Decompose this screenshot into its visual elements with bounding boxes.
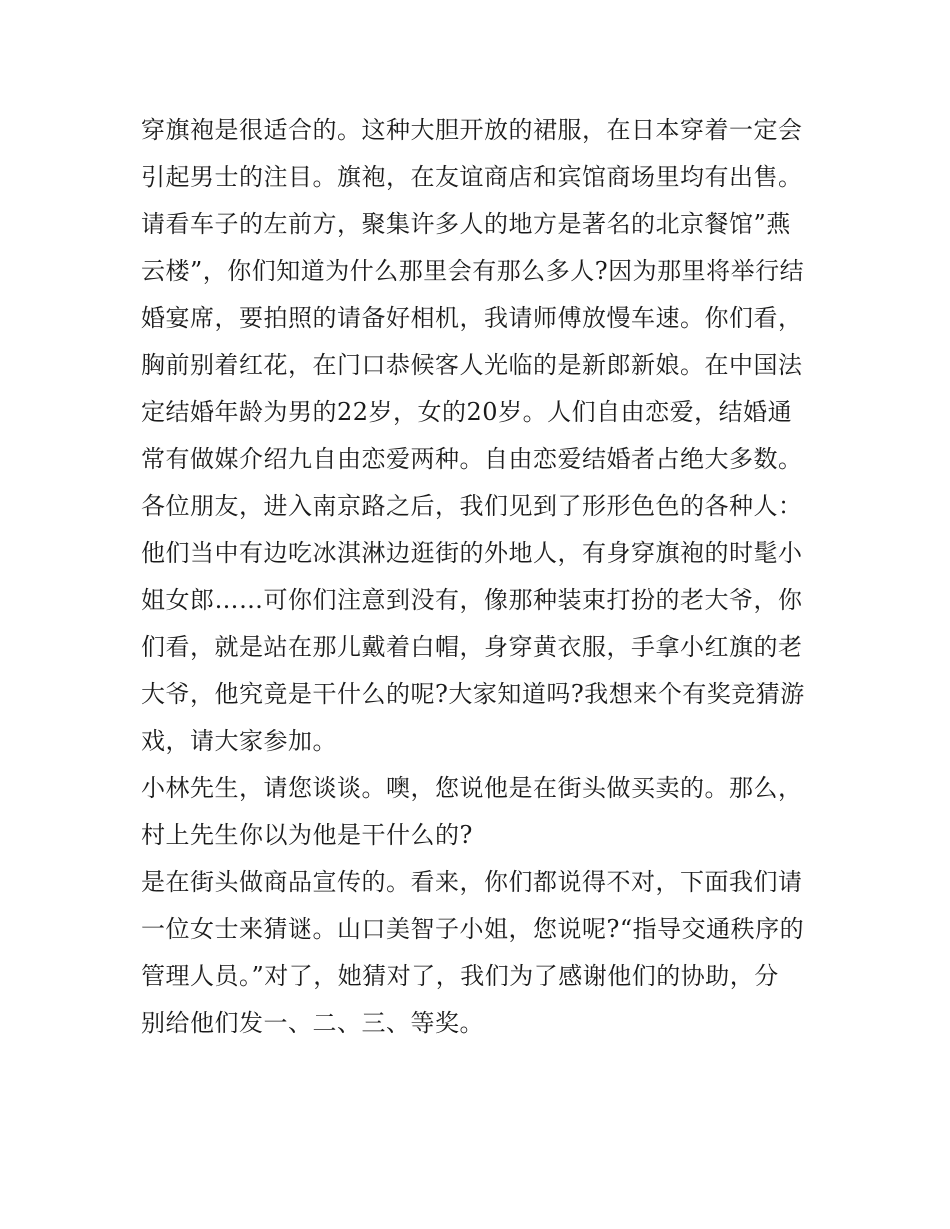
text-line: 常有做媒介绍九自由恋爱两种。自由恋爱结婚者占绝大多数。 bbox=[141, 445, 803, 473]
text-line: 引起男士的注目。旗袍，在友谊商店和宾馆商场里均有出售。 bbox=[141, 163, 803, 191]
text-line: 姐女郎……可你们注意到没有，像那种装束打扮的老大爷，你 bbox=[141, 586, 803, 614]
document-body bbox=[141, 107, 821, 1047]
text-line: 是在街头做商品宣传的。看来，你们都说得不对，下面我们请 bbox=[141, 868, 803, 896]
text-line: 别给他们发一、二、三、等奖。 bbox=[141, 1009, 484, 1037]
text-line: 他们当中有边吃冰淇淋边逛街的外地人，有身穿旗袍的时髦小 bbox=[141, 539, 803, 567]
text-line: 戏，请大家参加。 bbox=[141, 727, 337, 755]
text-line: 云楼”，你们知道为什么那里会有那么多人?因为那里将举行结 bbox=[141, 257, 805, 285]
text-line: 们看，就是站在那儿戴着白帽，身穿黄衣服，手拿小红旗的老 bbox=[141, 633, 803, 661]
text-line: 请看车子的左前方，聚集许多人的地方是著名的北京餐馆”燕 bbox=[141, 210, 791, 238]
text-line: 大爷，他究竟是干什么的呢?大家知道吗?我想来个有奖竞猜游 bbox=[141, 680, 805, 708]
text-line: 村上先生你以为他是干什么的? bbox=[141, 821, 473, 849]
text-line: 穿旗袍是很适合的。这种大胆开放的裙服，在日本穿着一定会 bbox=[141, 116, 803, 144]
text-line: 胸前别着红花，在门口恭候客人光临的是新郎新娘。在中国法 bbox=[141, 351, 803, 379]
text-line: 小林先生，请您谈谈。噢，您说他是在街头做买卖的。那么， bbox=[141, 774, 803, 802]
text-line: 一位女士来猜谜。山口美智子小姐，您说呢?“指导交通秩序的 bbox=[141, 915, 805, 943]
text-line: 婚宴席，要拍照的请备好相机，我请师傅放慢车速。你们看， bbox=[141, 304, 803, 332]
text-line: 各位朋友，进入南京路之后，我们见到了形形色色的各种人： bbox=[141, 492, 803, 520]
text-line: 定结婚年龄为男的22岁，女的20岁。人们自由恋爱，结婚通 bbox=[141, 398, 793, 426]
text-line: 管理人员。”对了，她猜对了，我们为了感谢他们的协助，分 bbox=[141, 962, 779, 990]
